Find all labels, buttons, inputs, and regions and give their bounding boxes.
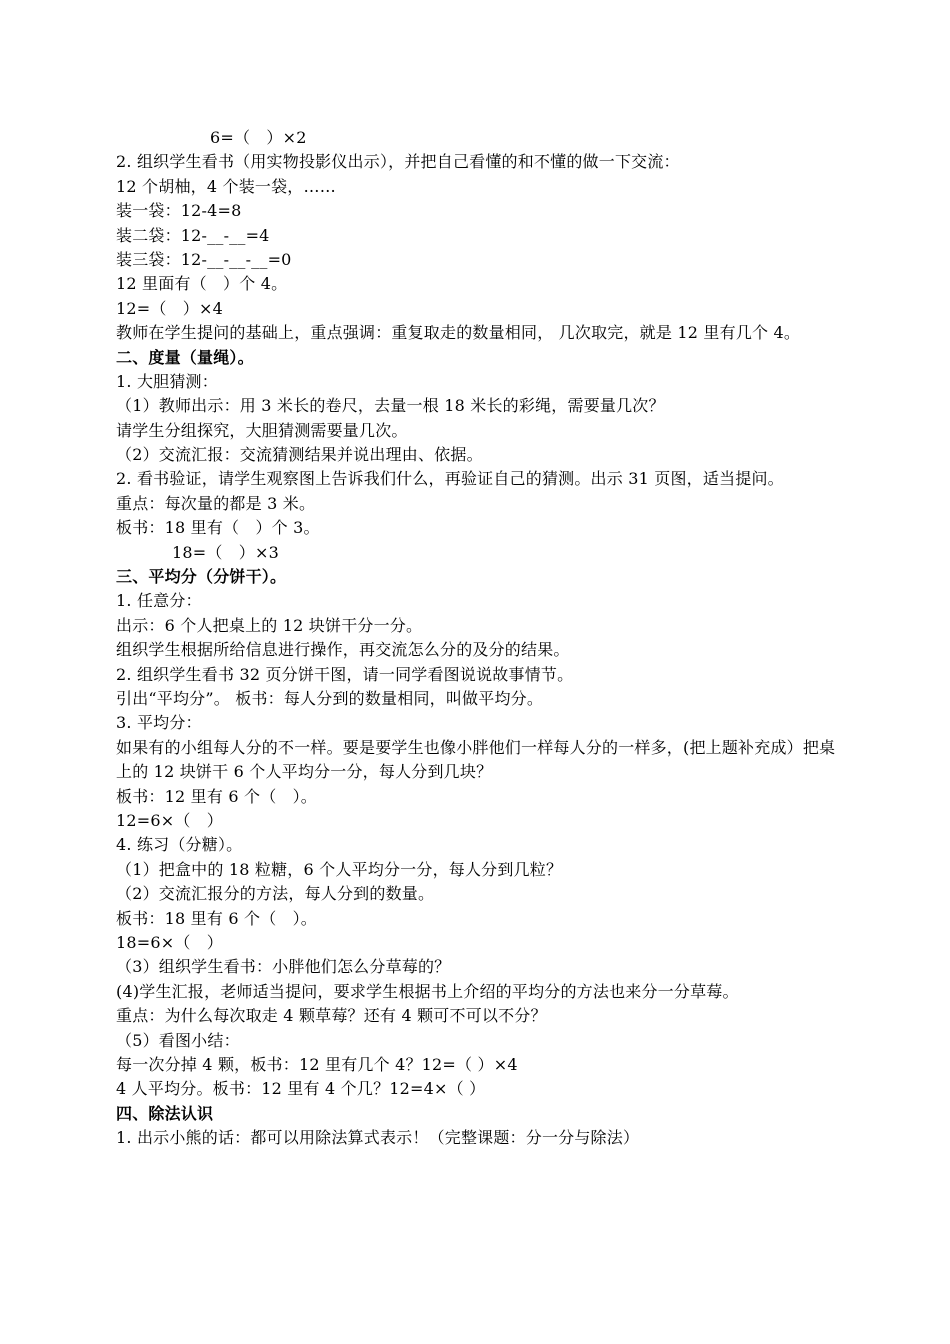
text-line: 请学生分组探究，大胆猜测需要量几次。: [116, 420, 408, 440]
section-heading: 三、平均分（分饼干）。: [116, 567, 287, 587]
text-line: 18=6×（ ）: [116, 932, 223, 952]
text-line: 板书：12 里有 6 个（ ）。: [116, 786, 317, 806]
text-line: 装三袋：12-__-__-__=0: [116, 249, 292, 269]
text-line: 出示：6 个人把桌上的 12 块饼干分一分。: [116, 615, 423, 635]
text-line: (4)学生汇报，老师适当提问，要求学生根据书上介绍的平均分的方法也来分一分草莓。: [116, 981, 739, 1001]
text-line: （2）交流汇报：交流猜测结果并说出理由、依据。: [116, 445, 483, 465]
section-heading: 四、除法认识: [116, 1103, 214, 1123]
text-line: 重点：每次量的都是 3 米。: [116, 493, 316, 513]
section-heading: 二、度量（量绳）。: [116, 347, 254, 367]
text-line: 1. 任意分：: [116, 591, 202, 611]
text-line: 组织学生根据所给信息进行操作，再交流怎么分的及分的结果。: [116, 640, 570, 660]
text-line: 装一袋：12-4=8: [116, 201, 242, 221]
document-page: [116, 126, 844, 1150]
text-line: 6=（ ）×2: [210, 128, 307, 147]
text-paragraph: 教师在学生提问的基础上，重点强调：重复取走的数量相同， 几次取完，就是 12 里有几个 4。: [116, 323, 801, 343]
text-line: 4 人平均分。板书：12 里有 4 个几？12=4×（ ）: [116, 1079, 486, 1099]
text-line: 1. 大胆猜测：: [116, 371, 218, 391]
text-paragraph: 如果有的小组每人分的不一样。要是要学生也像小胖他们一样每人分的一样多，(把上题补充成）把桌上的 12 块饼干 6 个人平均分一分，每人分到几块？: [116, 737, 836, 782]
text-line: 重点：为什么每次取走 4 颗草莓？还有 4 颗可不可以不分？: [116, 1006, 547, 1026]
text-line: 引出“平均分”。 板书：每人分到的数量相同，叫做平均分。: [116, 689, 544, 709]
text-line: （1）把盒中的 18 粒糖，6 个人平均分一分，每人分到几粒？: [116, 859, 563, 879]
text-line: 12 个胡柚，4 个装一袋，……: [116, 176, 336, 196]
text-line: （2）交流汇报分的方法，每人分到的数量。: [116, 884, 435, 904]
text-line: （1）教师出示：用 3 米长的卷尺，去量一根 18 米长的彩绳，需要量几次？: [116, 396, 665, 416]
text-line: （5）看图小结：: [116, 1030, 240, 1050]
text-line: （3）组织学生看书：小胖他们怎么分草莓的？: [116, 957, 451, 977]
text-line: 每一次分掉 4 颗，板书：12 里有几个 4？12=（ ）×4: [116, 1054, 518, 1074]
text-line: 1. 出示小熊的话：都可以用除法算式表示！（完整课题：分一分与除法）: [116, 1128, 640, 1148]
text-line: 18=（ ）×3: [172, 542, 279, 562]
text-line: 2. 组织学生看书 32 页分饼干图，请一同学看图说说故事情节。: [116, 664, 574, 684]
text-line: 12 里面有（ ）个 4。: [116, 274, 288, 294]
text-line: 板书：18 里有 6 个（ ）。: [116, 908, 317, 928]
text-line: 12=6×（ ）: [116, 811, 223, 830]
text-line: 装二袋：12-__-__=4: [116, 225, 270, 245]
text-line: 3. 平均分：: [116, 713, 202, 733]
text-line: 4. 练习（分糖）。: [116, 835, 243, 855]
text-line: 12=（ ）×4: [116, 298, 223, 318]
text-line: 2. 组织学生看书（用实物投影仪出示），并把自己看懂的和不懂的做一下交流：: [116, 152, 680, 172]
text-line: 板书：18 里有（ ）个 3。: [116, 518, 320, 538]
text-paragraph: 2. 看书验证，请学生观察图上告诉我们什么，再验证自己的猜测。出示 31 页图，适当提问。: [116, 469, 784, 489]
